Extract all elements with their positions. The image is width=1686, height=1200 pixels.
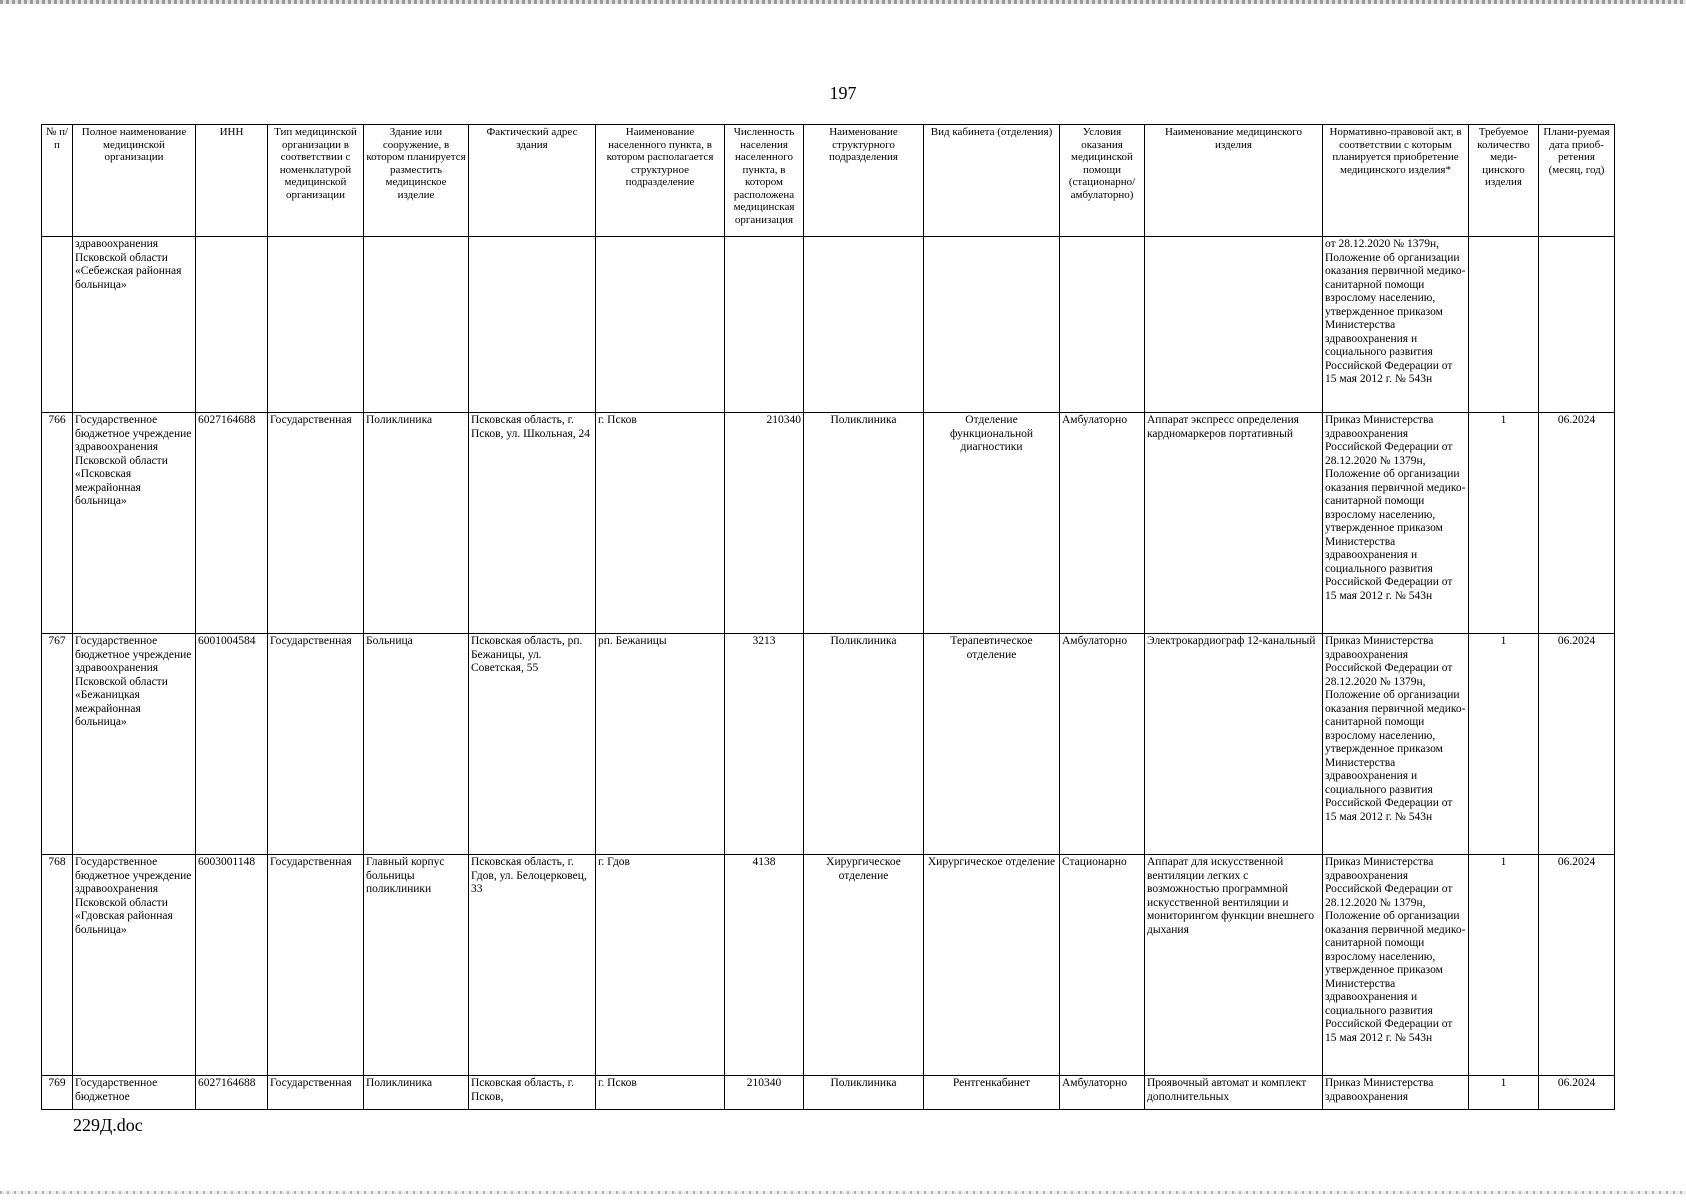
header-cell-act: Нормативно-правовой акт, в соответствии с которым планируется приобретение медицинского изделия* — [1323, 125, 1469, 237]
header-cell-device: Наименование медицинского изделия — [1145, 125, 1323, 237]
table-row — [42, 634, 1615, 855]
cell-population — [725, 237, 804, 413]
cell-conditions: Амбулаторно — [1060, 413, 1145, 634]
cell-qty — [1469, 237, 1539, 413]
cell-org: Государственное бюджетное учреждение здравоохранения Псковской области «Псковская межрайонная больница» — [73, 413, 196, 634]
cell-population: 4138 — [725, 855, 804, 1076]
header-cell-unit: Наименование структурного подразделения — [804, 125, 924, 237]
cell-address: Псковская область, рп. Бежаницы, ул. Советская, 55 — [469, 634, 596, 855]
cell-inn: 6027164688 — [196, 1076, 268, 1110]
scan-edge-bottom — [0, 1191, 1686, 1194]
cell-conditions — [1060, 237, 1145, 413]
table-row — [42, 413, 1615, 634]
equipment-table — [41, 124, 1615, 1110]
cell-inn — [196, 237, 268, 413]
cell-address: Псковская область, г. Гдов, ул. Белоцерковец, 33 — [469, 855, 596, 1076]
cell-qty: 1 — [1469, 634, 1539, 855]
cell-building: Больница — [364, 634, 469, 855]
cell-act: Приказ Министерства здравоохранения Российской Федерации от 28.12.2020 № 1379н, Положение об организации оказания первичной медико-санитарной помощи взрослому населению, утвержденное приказом Министерства здравоохранения и социального развития Российской Федерации от 15 мая 2012 г. № 543н — [1323, 855, 1469, 1076]
cell-building: Главный корпус больницы поликлиники — [364, 855, 469, 1076]
cell-population: 3213 — [725, 634, 804, 855]
cell-date: 06.2024 — [1539, 1076, 1615, 1110]
cell-cabinet — [924, 237, 1060, 413]
cell-unit — [804, 237, 924, 413]
cell-device: Электрокардиограф 12-канальный — [1145, 634, 1323, 855]
cell-conditions: Стационарно — [1060, 855, 1145, 1076]
cell-locality: рп. Бежаницы — [596, 634, 725, 855]
table-row-continuation — [42, 237, 1615, 413]
cell-cabinet: Терапевтическое отделение — [924, 634, 1060, 855]
cell-device — [1145, 237, 1323, 413]
cell-building — [364, 237, 469, 413]
header-cell-conditions: Условия оказания медицинской помощи (стационарно/ амбулаторно) — [1060, 125, 1145, 237]
cell-address: Псковская область, г. Псков, ул. Школьная, 24 — [469, 413, 596, 634]
cell-inn: 6003001148 — [196, 855, 268, 1076]
cell-cabinet: Рентгенкабинет — [924, 1076, 1060, 1110]
cell-locality: г. Псков — [596, 413, 725, 634]
cell-date: 06.2024 — [1539, 855, 1615, 1076]
cell-num: 769 — [42, 1076, 73, 1110]
header-cell-date: Плани-руемая дата приоб-ретения (месяц, год) — [1539, 125, 1615, 237]
header-cell-type: Тип медицинской организации в соответствии с номенклатурой медицинской организации — [268, 125, 364, 237]
footer-file-name: 229Д.doc — [73, 1115, 143, 1135]
header-cell-num: № п/п — [42, 125, 73, 237]
table-row — [42, 1076, 1615, 1110]
cell-locality — [596, 237, 725, 413]
cell-type: Государственная — [268, 634, 364, 855]
header-cell-locality: Наименование населенного пункта, в котором располагается структурное подразделение — [596, 125, 725, 237]
cell-conditions: Амбулаторно — [1060, 634, 1145, 855]
cell-date — [1539, 237, 1615, 413]
table-row — [42, 855, 1615, 1076]
header-cell-cabinet: Вид кабинета (отделения) — [924, 125, 1060, 237]
cell-inn: 6001004584 — [196, 634, 268, 855]
header-cell-address: Фактический адрес здания — [469, 125, 596, 237]
cell-type — [268, 237, 364, 413]
header-cell-inn: ИНН — [196, 125, 268, 237]
cell-locality: г. Псков — [596, 1076, 725, 1110]
cell-device: Аппарат для искусственной вентиляции легких с возможностью программной искусственной вентиляции и мониторингом функции внешнего дыхания — [1145, 855, 1323, 1076]
cell-qty: 1 — [1469, 855, 1539, 1076]
cell-locality: г. Гдов — [596, 855, 725, 1076]
header-cell-population: Численность населения населенного пункта, в котором расположена медицинская организация — [725, 125, 804, 237]
cell-building: Поликлиника — [364, 1076, 469, 1110]
cell-device: Проявочный автомат и комплект дополнительных — [1145, 1076, 1323, 1110]
cell-num: 766 — [42, 413, 73, 634]
cell-type: Государственная — [268, 413, 364, 634]
page-number: 197 — [829, 83, 857, 103]
cell-building: Поликлиника — [364, 413, 469, 634]
cell-type: Государственная — [268, 855, 364, 1076]
cell-population: 210340 — [725, 413, 804, 634]
cell-org: Государственное бюджетное учреждение здравоохранения Псковской области «Бежаницкая межрайонная больница» — [73, 634, 196, 855]
cell-type: Государственная — [268, 1076, 364, 1110]
cell-address: Псковская область, г. Псков, — [469, 1076, 596, 1110]
table-header-row — [42, 125, 1615, 237]
cell-date: 06.2024 — [1539, 634, 1615, 855]
cell-inn: 6027164688 — [196, 413, 268, 634]
cell-unit: Поликлиника — [804, 413, 924, 634]
cell-date: 06.2024 — [1539, 413, 1615, 634]
cell-org: здравоохранения Псковской области «Себежская районная больница» — [73, 237, 196, 413]
cell-org: Государственное бюджетное — [73, 1076, 196, 1110]
cell-population: 210340 — [725, 1076, 804, 1110]
header-cell-qty: Требуемое количество меди-цинского изделия — [1469, 125, 1539, 237]
cell-unit: Поликлиника — [804, 634, 924, 855]
cell-act: Приказ Министерства здравоохранения Российской Федерации от 28.12.2020 № 1379н, Положение об организации оказания первичной медико-санитарной помощи взрослому населению, утвержденное приказом Министерства здравоохранения и социального развития Российской Федерации от 15 мая 2012 г. № 543н — [1323, 413, 1469, 634]
cell-cabinet: Отделение функциональной диагностики — [924, 413, 1060, 634]
cell-qty: 1 — [1469, 413, 1539, 634]
header-cell-building: Здание или сооружение, в котором планируется разместить медицинское изделие — [364, 125, 469, 237]
cell-device: Аппарат экспресс определения кардиомаркеров портативный — [1145, 413, 1323, 634]
cell-conditions: Амбулаторно — [1060, 1076, 1145, 1110]
cell-unit: Поликлиника — [804, 1076, 924, 1110]
cell-address — [469, 237, 596, 413]
cell-act: от 28.12.2020 № 1379н, Положение об организации оказания первичной медико-санитарной помощи взрослому населению, утвержденное приказом Министерства здравоохранения и социального развития Российской Федерации от 15 мая 2012 г. № 543н — [1323, 237, 1469, 413]
cell-unit: Хирургическое отделение — [804, 855, 924, 1076]
cell-org: Государственное бюджетное учреждение здравоохранения Псковской области «Гдовская районная больница» — [73, 855, 196, 1076]
cell-num — [42, 237, 73, 413]
cell-act: Приказ Министерства здравоохранения — [1323, 1076, 1469, 1110]
cell-qty: 1 — [1469, 1076, 1539, 1110]
scan-edge-top — [0, 0, 1686, 4]
cell-act: Приказ Министерства здравоохранения Российской Федерации от 28.12.2020 № 1379н, Положение об организации оказания первичной медико-санитарной помощи взрослому населению, утвержденное приказом Министерства здравоохранения и социального развития Российской Федерации от 15 мая 2012 г. № 543н — [1323, 634, 1469, 855]
cell-num: 767 — [42, 634, 73, 855]
header-cell-org: Полное наименование медицинской организации — [73, 125, 196, 237]
cell-num: 768 — [42, 855, 73, 1076]
cell-cabinet: Хирургическое отделение — [924, 855, 1060, 1076]
